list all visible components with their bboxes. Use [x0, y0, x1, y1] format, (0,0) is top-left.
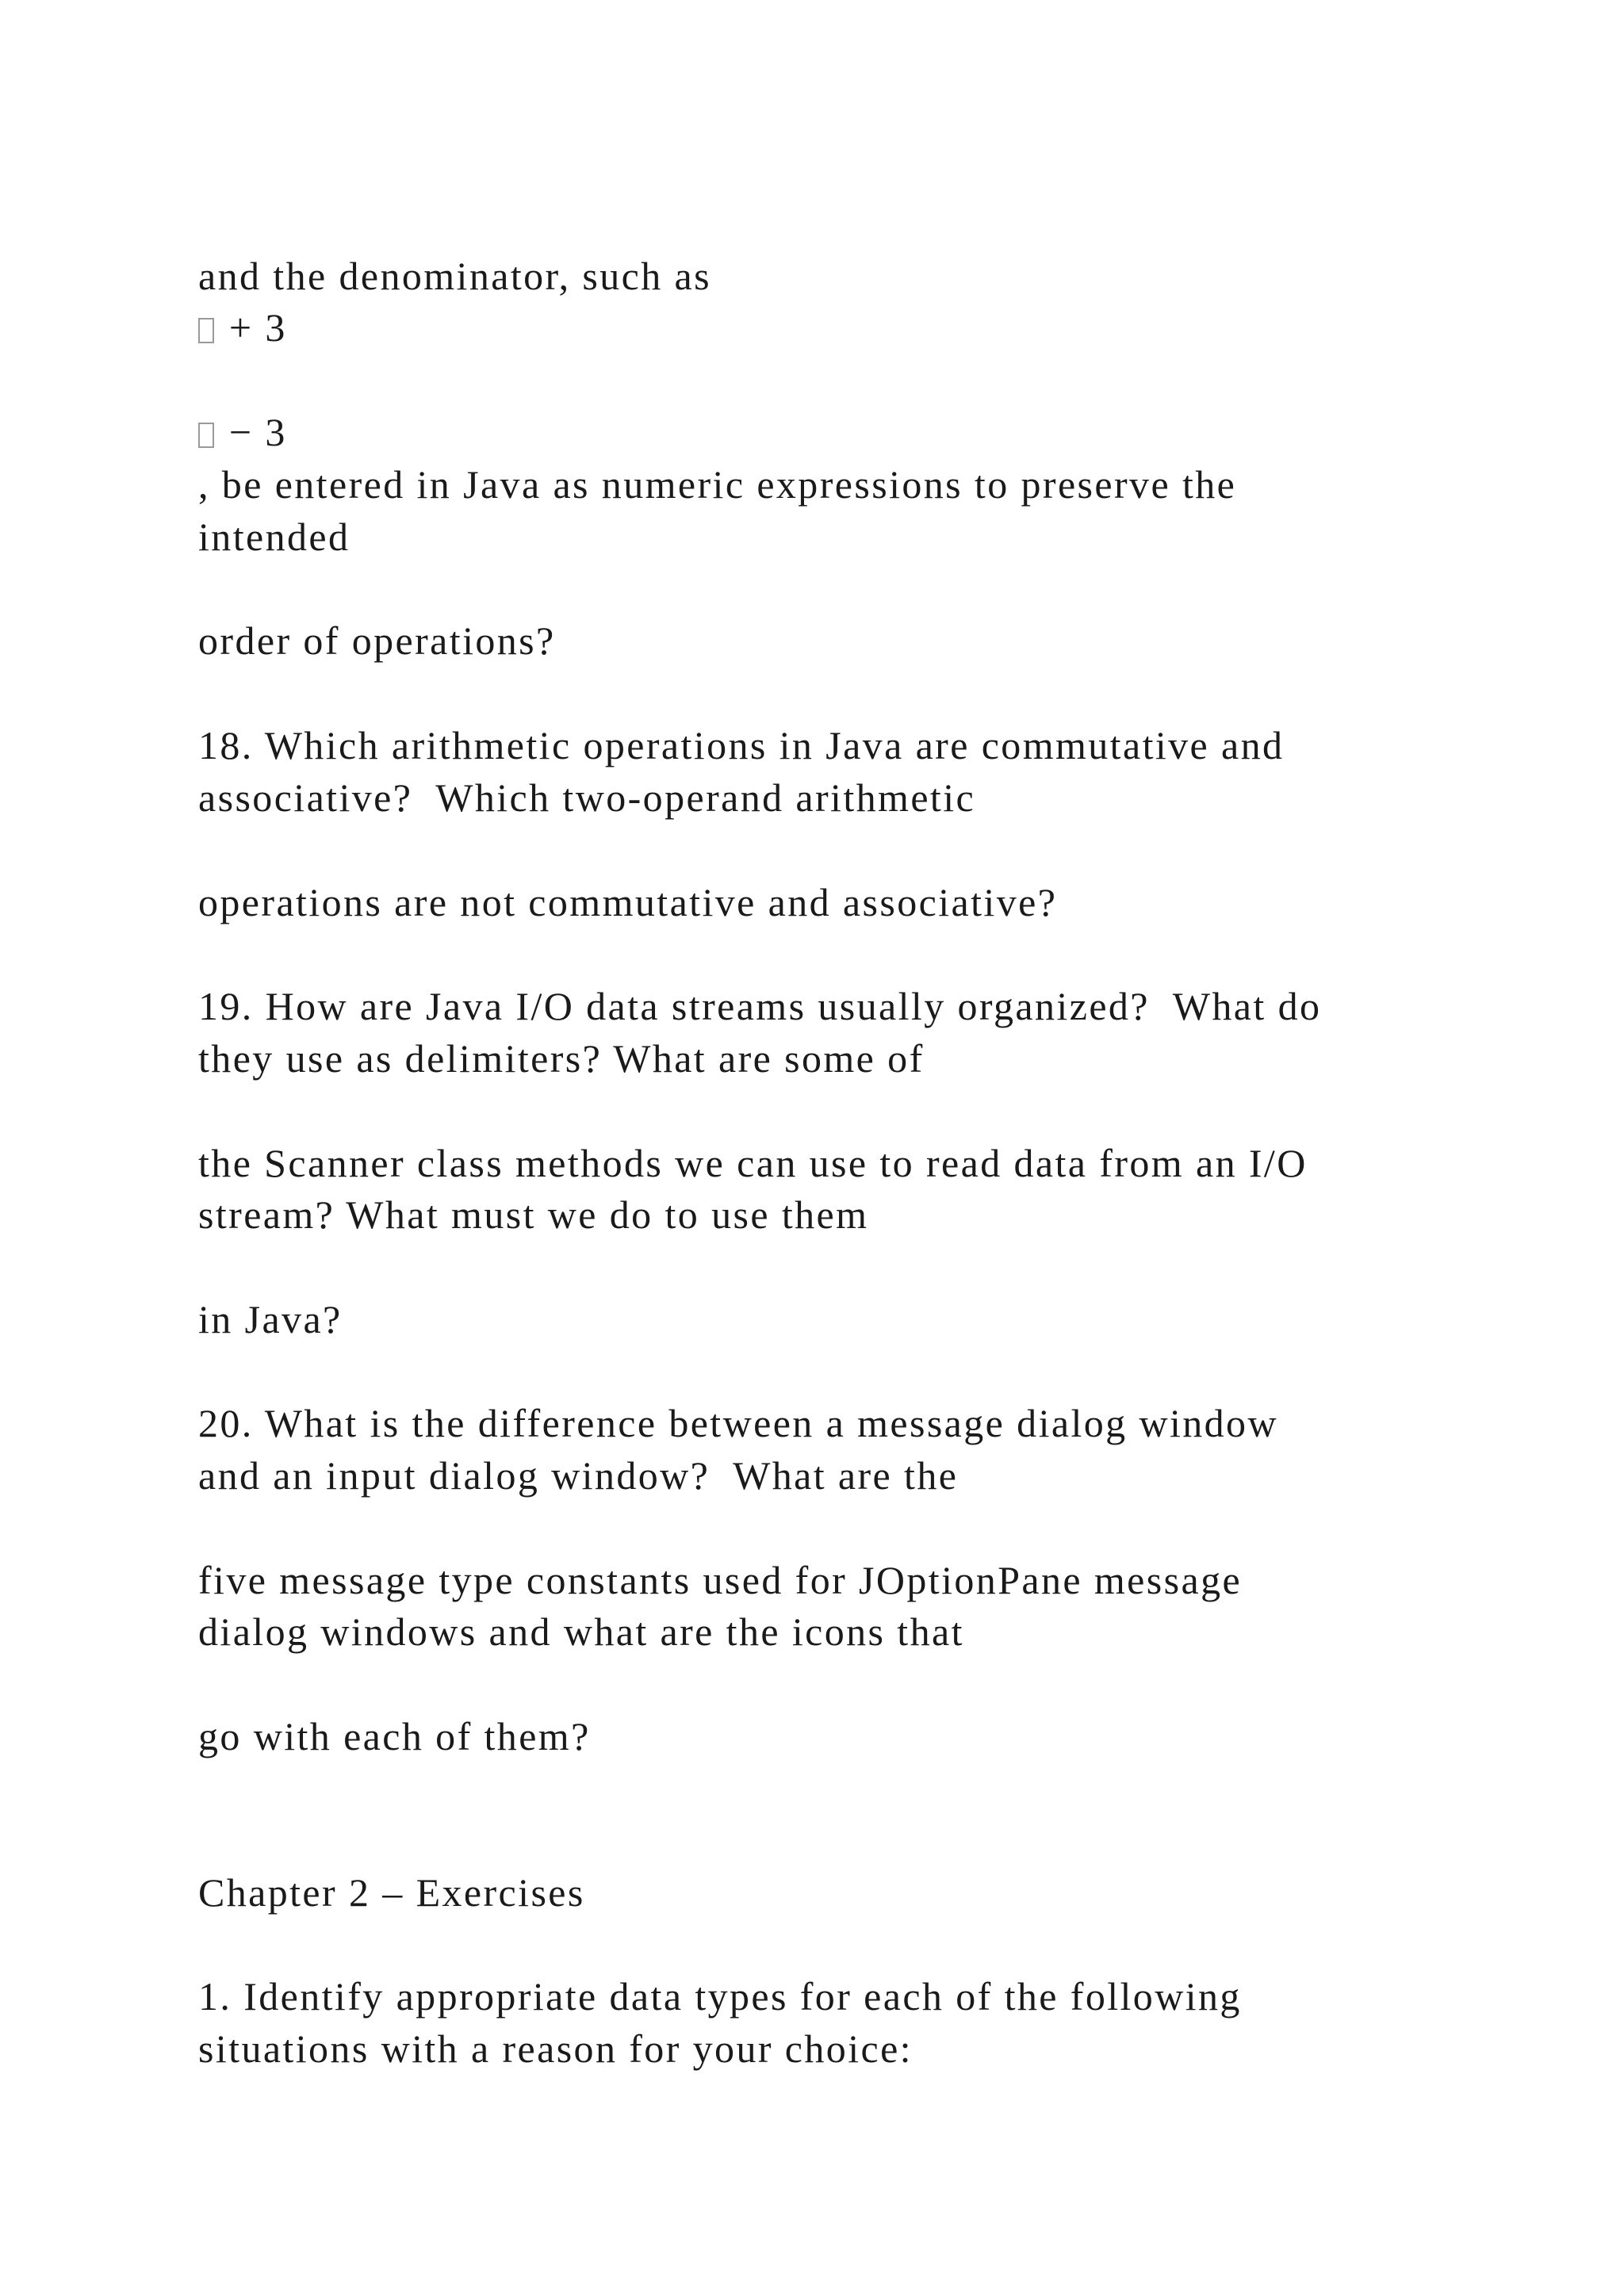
text-line: and an input dialog window? What are the	[198, 1453, 959, 1498]
text-line: go with each of them?	[198, 1714, 591, 1758]
missing-glyph-icon	[198, 423, 214, 448]
text-line: and the denominator, such as	[198, 254, 711, 298]
formula-denominator: − 3	[198, 408, 287, 456]
text-line: , be entered in Java as numeric expressions to preserve the	[198, 462, 1237, 507]
exercise-1: 1. Identify appropriate data types for each of the following	[198, 1974, 1242, 2019]
text-line: order of operations?	[198, 618, 556, 663]
text-line: stream? What must we do to use them	[198, 1192, 869, 1237]
question-18: 18. Which arithmetic operations in Java are commutative and	[198, 723, 1285, 767]
text-line: associative? Which two-operand arithmetic	[198, 775, 976, 820]
text-line: the Scanner class methods we can use to read data from an I/O	[198, 1141, 1308, 1185]
text-line: operations are not commutative and associative?	[198, 880, 1058, 924]
text-line: dialog windows and what are the icons that	[198, 1609, 964, 1654]
text-line: they use as delimiters? What are some of	[198, 1036, 925, 1081]
text-line: situations with a reason for your choice:	[198, 2026, 913, 2071]
section-heading: Chapter 2 – Exercises	[198, 1870, 585, 1915]
question-20: 20. What is the difference between a message dialog window	[198, 1401, 1278, 1445]
missing-glyph-icon	[198, 318, 214, 343]
formula-numerator: + 3	[198, 304, 287, 351]
text-line: in Java?	[198, 1297, 343, 1341]
text-line: five message type constants used for JOptionPane message	[198, 1558, 1243, 1602]
text-line: intended	[198, 515, 350, 559]
question-19: 19. How are Java I/O data streams usually organized? What do	[198, 984, 1322, 1028]
